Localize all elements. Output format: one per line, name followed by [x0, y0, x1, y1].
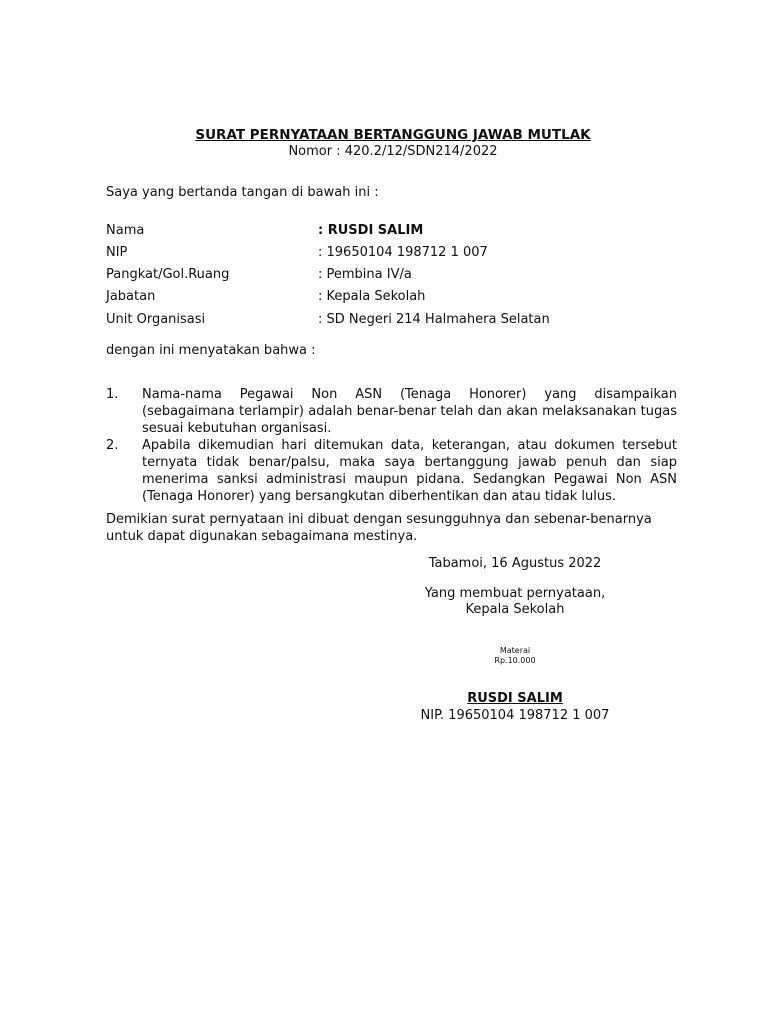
identity-label-nip: NIP [106, 245, 128, 260]
identity-value-nip: : 19650104 198712 1 007 [318, 245, 488, 260]
identity-label-nama: Nama [106, 223, 145, 238]
statement-text-1: Nama-nama Pegawai Non ASN (Tenaga Honorer) yang disampaikan (sebagaimana terlampir) adalah benar-benar telah dan akan melaksanakan tugas sesuai kebutuhan organisasi. [142, 387, 677, 436]
statement-number-2: 2. [106, 438, 119, 453]
identity-value-nama: : RUSDI SALIM [318, 223, 424, 238]
maker-label: Yang membuat pernyataan, [424, 586, 606, 601]
identity-label-unit: Unit Organisasi [106, 312, 206, 327]
intro-text: Saya yang bertanda tangan di bawah ini : [106, 185, 379, 200]
identity-label-jabatan: Jabatan [106, 289, 156, 304]
statement-number-1: 1. [106, 387, 119, 402]
identity-label-pangkat: Pangkat/Gol.Ruang [106, 267, 230, 282]
materai-amount: Rp.10.000 [494, 656, 536, 665]
maker-position: Kepala Sekolah [465, 602, 565, 617]
document-title: SURAT PERNYATAAN BERTANGGUNG JAWAB MUTLAK [195, 127, 591, 143]
identity-value-unit: : SD Negeri 214 Halmahera Selatan [318, 312, 550, 327]
statement-intro: dengan ini menyatakan bahwa : [106, 343, 316, 358]
closing-text: Demikian surat pernyataan ini dibuat dengan sesungguhnya dan sebenar-benarnya untuk dapat digunakan sebagaimana mestinya. [106, 512, 652, 544]
place-date: Tabamoi, 16 Agustus 2022 [428, 556, 602, 571]
document-number: Nomor : 420.2/12/SDN214/2022 [288, 144, 498, 159]
identity-value-jabatan: : Kepala Sekolah [318, 289, 426, 304]
statement-text-2: Apabila dikemudian hari ditemukan data, keterangan, atau dokumen tersebut ternyata tidak benar/palsu, maka saya bertanggung jawab penuh dan siap menerima sanksi administrasi maupun pidana. Sedangkan Pegawai Non ASN (Tenaga Honorer) yang bersangkutan diberhentikan dan atau tidak lulus. [142, 438, 677, 504]
materai-label: Materai [499, 646, 531, 655]
identity-value-pangkat: : Pembina IV/a [318, 267, 412, 282]
signer-nip: NIP. 19650104 198712 1 007 [420, 708, 610, 723]
signer-name: RUSDI SALIM [467, 691, 563, 706]
